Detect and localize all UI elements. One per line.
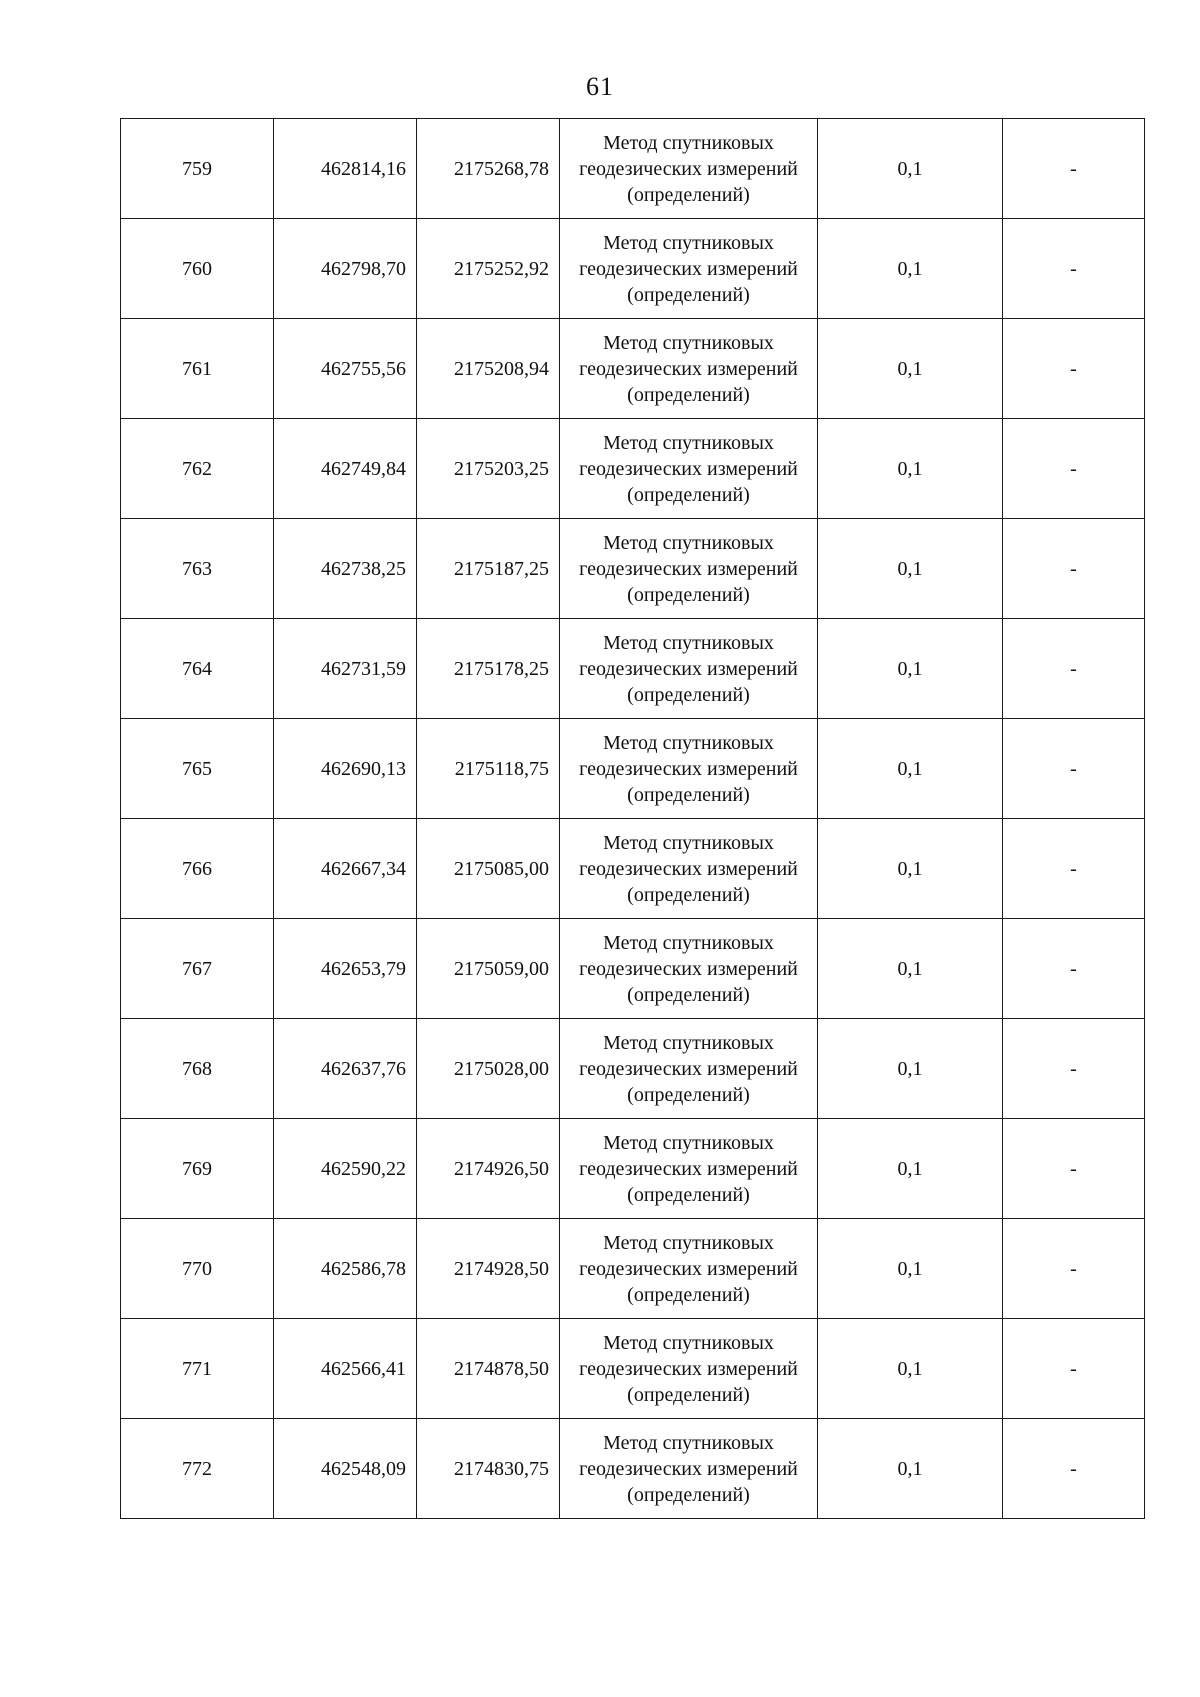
method-line-3: (определений): [627, 383, 750, 406]
y-coordinate-cell: 2174926,50: [417, 1119, 560, 1219]
description-cell: -: [1003, 319, 1145, 419]
table-row: [121, 419, 1145, 519]
accuracy-cell: 0,1: [818, 619, 1003, 719]
y-coordinate-cell: 2175028,00: [417, 1019, 560, 1119]
table-row: [121, 219, 1145, 319]
point-number-cell: 759: [121, 119, 274, 219]
method-cell: [560, 219, 818, 319]
method-line-2: геодезических измерений: [579, 557, 798, 580]
table-row: [121, 519, 1145, 619]
method-line-3: (определений): [627, 783, 750, 806]
coordinates-table: [120, 118, 1145, 1519]
description-cell: -: [1003, 919, 1145, 1019]
method-line-1: Метод спутниковых: [603, 1431, 774, 1454]
x-coordinate-cell: 462566,41: [274, 1319, 417, 1419]
method-cell: [560, 1119, 818, 1219]
method-cell: [560, 719, 818, 819]
table-row: [121, 119, 1145, 219]
point-number-cell: 767: [121, 919, 274, 1019]
table-row: [121, 819, 1145, 919]
method-line-1: Метод спутниковых: [603, 331, 774, 354]
point-number-cell: 764: [121, 619, 274, 719]
method-line-2: геодезических измерений: [579, 157, 798, 180]
y-coordinate-cell: 2175178,25: [417, 619, 560, 719]
method-line-2: геодезических измерений: [579, 1057, 798, 1080]
accuracy-cell: 0,1: [818, 219, 1003, 319]
point-number-cell: 765: [121, 719, 274, 819]
method-line-1: Метод спутниковых: [603, 1031, 774, 1054]
method-cell: [560, 619, 818, 719]
accuracy-cell: 0,1: [818, 419, 1003, 519]
method-line-3: (определений): [627, 283, 750, 306]
method-line-2: геодезических измерений: [579, 457, 798, 480]
accuracy-cell: 0,1: [818, 1319, 1003, 1419]
point-number-cell: 770: [121, 1219, 274, 1319]
point-number-cell: 763: [121, 519, 274, 619]
x-coordinate-cell: 462548,09: [274, 1419, 417, 1519]
description-cell: -: [1003, 219, 1145, 319]
method-line-1: Метод спутниковых: [603, 431, 774, 454]
table-row: [121, 319, 1145, 419]
y-coordinate-cell: 2174878,50: [417, 1319, 560, 1419]
description-cell: -: [1003, 719, 1145, 819]
method-line-3: (определений): [627, 883, 750, 906]
method-cell: [560, 1419, 818, 1519]
method-line-1: Метод спутниковых: [603, 631, 774, 654]
method-cell: [560, 119, 818, 219]
point-number-cell: 768: [121, 1019, 274, 1119]
description-cell: -: [1003, 1019, 1145, 1119]
accuracy-cell: 0,1: [818, 519, 1003, 619]
method-line-1: Метод спутниковых: [603, 1131, 774, 1154]
point-number-cell: 771: [121, 1319, 274, 1419]
accuracy-cell: 0,1: [818, 919, 1003, 1019]
y-coordinate-cell: 2175059,00: [417, 919, 560, 1019]
method-cell: [560, 1019, 818, 1119]
accuracy-cell: 0,1: [818, 719, 1003, 819]
table-row: [121, 1119, 1145, 1219]
y-coordinate-cell: 2175208,94: [417, 319, 560, 419]
method-line-2: геодезических измерений: [579, 357, 798, 380]
y-coordinate-cell: 2175118,75: [417, 719, 560, 819]
method-line-3: (определений): [627, 1283, 750, 1306]
method-cell: [560, 519, 818, 619]
point-number-cell: 769: [121, 1119, 274, 1219]
method-line-1: Метод спутниковых: [603, 831, 774, 854]
method-line-2: геодезических измерений: [579, 1357, 798, 1380]
description-cell: -: [1003, 819, 1145, 919]
description-cell: -: [1003, 1119, 1145, 1219]
method-line-2: геодезических измерений: [579, 1157, 798, 1180]
method-line-3: (определений): [627, 483, 750, 506]
method-line-2: геодезических измерений: [579, 1457, 798, 1480]
description-cell: -: [1003, 419, 1145, 519]
x-coordinate-cell: 462690,13: [274, 719, 417, 819]
x-coordinate-cell: 462755,56: [274, 319, 417, 419]
method-line-3: (определений): [627, 983, 750, 1006]
x-coordinate-cell: 462653,79: [274, 919, 417, 1019]
point-number-cell: 761: [121, 319, 274, 419]
table-row: [121, 1319, 1145, 1419]
method-line-2: геодезических измерений: [579, 857, 798, 880]
method-line-1: Метод спутниковых: [603, 1231, 774, 1254]
method-line-1: Метод спутниковых: [603, 531, 774, 554]
x-coordinate-cell: 462814,16: [274, 119, 417, 219]
y-coordinate-cell: 2175085,00: [417, 819, 560, 919]
method-cell: [560, 1219, 818, 1319]
description-cell: -: [1003, 1319, 1145, 1419]
method-line-2: геодезических измерений: [579, 757, 798, 780]
accuracy-cell: 0,1: [818, 1019, 1003, 1119]
method-line-1: Метод спутниковых: [603, 1331, 774, 1354]
method-line-3: (определений): [627, 1083, 750, 1106]
accuracy-cell: 0,1: [818, 319, 1003, 419]
x-coordinate-cell: 462590,22: [274, 1119, 417, 1219]
table-row: [121, 1219, 1145, 1319]
accuracy-cell: 0,1: [818, 1419, 1003, 1519]
x-coordinate-cell: 462731,59: [274, 619, 417, 719]
accuracy-cell: 0,1: [818, 1219, 1003, 1319]
method-cell: [560, 419, 818, 519]
y-coordinate-cell: 2175268,78: [417, 119, 560, 219]
point-number-cell: 772: [121, 1419, 274, 1519]
table-row: [121, 1019, 1145, 1119]
method-line-3: (определений): [627, 583, 750, 606]
table-row: [121, 1419, 1145, 1519]
x-coordinate-cell: 462667,34: [274, 819, 417, 919]
table-row: [121, 619, 1145, 719]
y-coordinate-cell: 2174928,50: [417, 1219, 560, 1319]
table-row: [121, 919, 1145, 1019]
method-line-3: (определений): [627, 183, 750, 206]
method-line-2: геодезических измерений: [579, 1257, 798, 1280]
method-cell: [560, 1319, 818, 1419]
method-line-3: (определений): [627, 683, 750, 706]
description-cell: -: [1003, 1419, 1145, 1519]
y-coordinate-cell: 2175203,25: [417, 419, 560, 519]
method-line-3: (определений): [627, 1183, 750, 1206]
method-line-1: Метод спутниковых: [603, 731, 774, 754]
x-coordinate-cell: 462738,25: [274, 519, 417, 619]
table-row: [121, 719, 1145, 819]
method-line-3: (определений): [627, 1483, 750, 1506]
method-line-2: геодезических измерений: [579, 957, 798, 980]
y-coordinate-cell: 2175252,92: [417, 219, 560, 319]
y-coordinate-cell: 2174830,75: [417, 1419, 560, 1519]
method-line-2: геодезических измерений: [579, 657, 798, 680]
accuracy-cell: 0,1: [818, 819, 1003, 919]
point-number-cell: 762: [121, 419, 274, 519]
description-cell: -: [1003, 1219, 1145, 1319]
accuracy-cell: 0,1: [818, 1119, 1003, 1219]
x-coordinate-cell: 462637,76: [274, 1019, 417, 1119]
page-number: 61: [586, 72, 614, 101]
description-cell: -: [1003, 119, 1145, 219]
x-coordinate-cell: 462798,70: [274, 219, 417, 319]
point-number-cell: 766: [121, 819, 274, 919]
x-coordinate-cell: 462749,84: [274, 419, 417, 519]
method-line-1: Метод спутниковых: [603, 131, 774, 154]
method-line-2: геодезических измерений: [579, 257, 798, 280]
method-line-1: Метод спутниковых: [603, 231, 774, 254]
method-cell: [560, 819, 818, 919]
method-line-3: (определений): [627, 1383, 750, 1406]
point-number-cell: 760: [121, 219, 274, 319]
description-cell: -: [1003, 619, 1145, 719]
method-line-1: Метод спутниковых: [603, 931, 774, 954]
method-cell: [560, 919, 818, 1019]
x-coordinate-cell: 462586,78: [274, 1219, 417, 1319]
table-body: [121, 119, 1145, 1519]
y-coordinate-cell: 2175187,25: [417, 519, 560, 619]
accuracy-cell: 0,1: [818, 119, 1003, 219]
description-cell: -: [1003, 519, 1145, 619]
method-cell: [560, 319, 818, 419]
